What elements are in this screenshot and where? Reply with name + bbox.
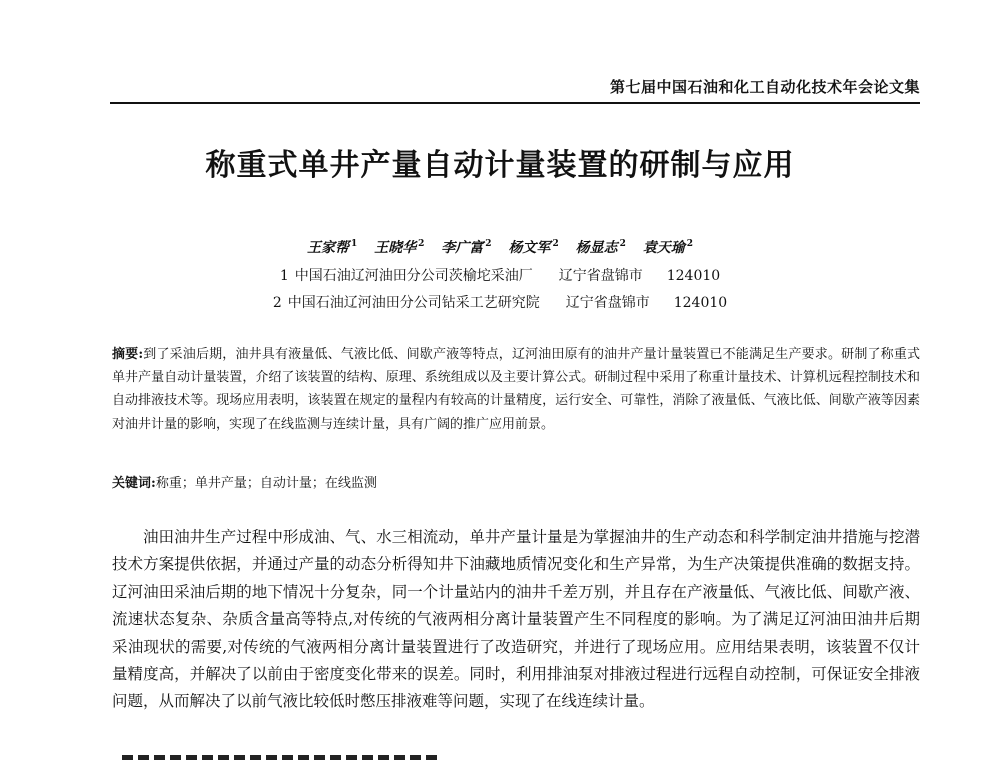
affiliation-postcode: 124010: [673, 295, 728, 311]
author: [307, 237, 357, 257]
author-affiliation-mark: 2: [619, 239, 626, 250]
cutoff-text-fragment: [122, 755, 442, 760]
affiliation-city: 辽宁省盘锦市: [565, 295, 650, 311]
author-list: [0, 237, 1000, 257]
author-affiliation-mark: 2: [686, 239, 693, 250]
keywords: [112, 474, 920, 494]
author-name: 杨文军: [508, 240, 551, 256]
author-affiliation-mark: 2: [552, 239, 559, 250]
author-name: 王家帮: [307, 240, 350, 256]
author-name: 袁天瑜: [642, 240, 685, 256]
author-affiliation-mark: 1: [351, 239, 358, 250]
affiliation-2: [0, 292, 1000, 312]
author: [508, 237, 558, 257]
header-rule: [110, 102, 920, 104]
abstract-label: 摘要:: [112, 347, 144, 362]
keywords-text: 称重；单井产量；自动计量；在线监测: [155, 476, 377, 491]
author: [441, 237, 491, 257]
keywords-label: 关键词:: [112, 476, 156, 491]
author-affiliation-mark: 2: [418, 239, 425, 250]
author: [643, 237, 693, 257]
affiliation-organization: 中国石油辽河油田分公司钻采工艺研究院: [287, 295, 540, 311]
paper-title: 称重式单井产量自动计量装置的研制与应用: [205, 148, 795, 183]
affiliation-1: [0, 265, 1000, 285]
affiliation-number: 1: [279, 268, 289, 284]
abstract: [112, 343, 920, 436]
running-header-title: 第七届中国石油和化工自动化技术年会论文集: [609, 78, 920, 96]
author-name: 杨显志: [575, 240, 618, 256]
author: [576, 237, 626, 257]
affiliation-organization: 中国石油辽河油田分公司茨榆坨采油厂: [294, 268, 533, 284]
affiliation-number: 2: [272, 295, 282, 311]
affiliation-postcode: 124010: [666, 268, 721, 284]
author-name: 李广富: [441, 240, 484, 256]
abstract-text: 到了采油后期，油井具有液量低、气液比低、间歇产液等特点，辽河油田原有的油井产量计量装置已不能满足生产要求。研制了称重式单井产量自动计量装置，介绍了该装置的结构、原理、系统组成以及主要计算公式。研制过程中采用了称重计量技术、计算机远程控制技术和自动排液技术等。现场应用表明，该装置在规定的量程内有较高的计量精度，运行安全、可靠性，消除了液量低、气液比低、间歇产液等因素对油井计量的影响，实现了在线监测与连续计量，具有广阔的推广应用前景。: [112, 347, 920, 432]
affiliation-city: 辽宁省盘锦市: [558, 268, 643, 284]
body-paragraph: 油田油井生产过程中形成油、气、水三相流动，单井产量计量是为掌握油井的生产动态和科学制定油井措施与挖潜技术方案提供依据，并通过产量的动态分析得知井下油藏地质情况变化和生产异常，为生产决策提供准确的数据支持。辽河油田采油后期的地下情况十分复杂，同一个计量站内的油井千差万别，并且存在产液量低、气液比低、间歇产液、流速状态复杂、杂质含量高等特点,对传统的气液两相分离计量装置产生不同程度的影响。为了满足辽河油田油井后期采油现状的需要,对传统的气液两相分离计量装置进行了改造研究，并进行了现场应用。应用结果表明，该装置不仅计量精度高，并解决了以前由于密度变化带来的误差。同时，利用排油泵对排液过程进行远程自动控制，可保证安全排液问题，从而解决了以前气液比较低时憋压排液难等问题，实现了在线连续计量。: [112, 528, 920, 711]
author: [374, 237, 424, 257]
cutoff-text-line: [112, 752, 452, 760]
running-header: [110, 76, 920, 100]
author-affiliation-mark: 2: [485, 239, 492, 250]
author-name: 王晓华: [374, 240, 417, 256]
